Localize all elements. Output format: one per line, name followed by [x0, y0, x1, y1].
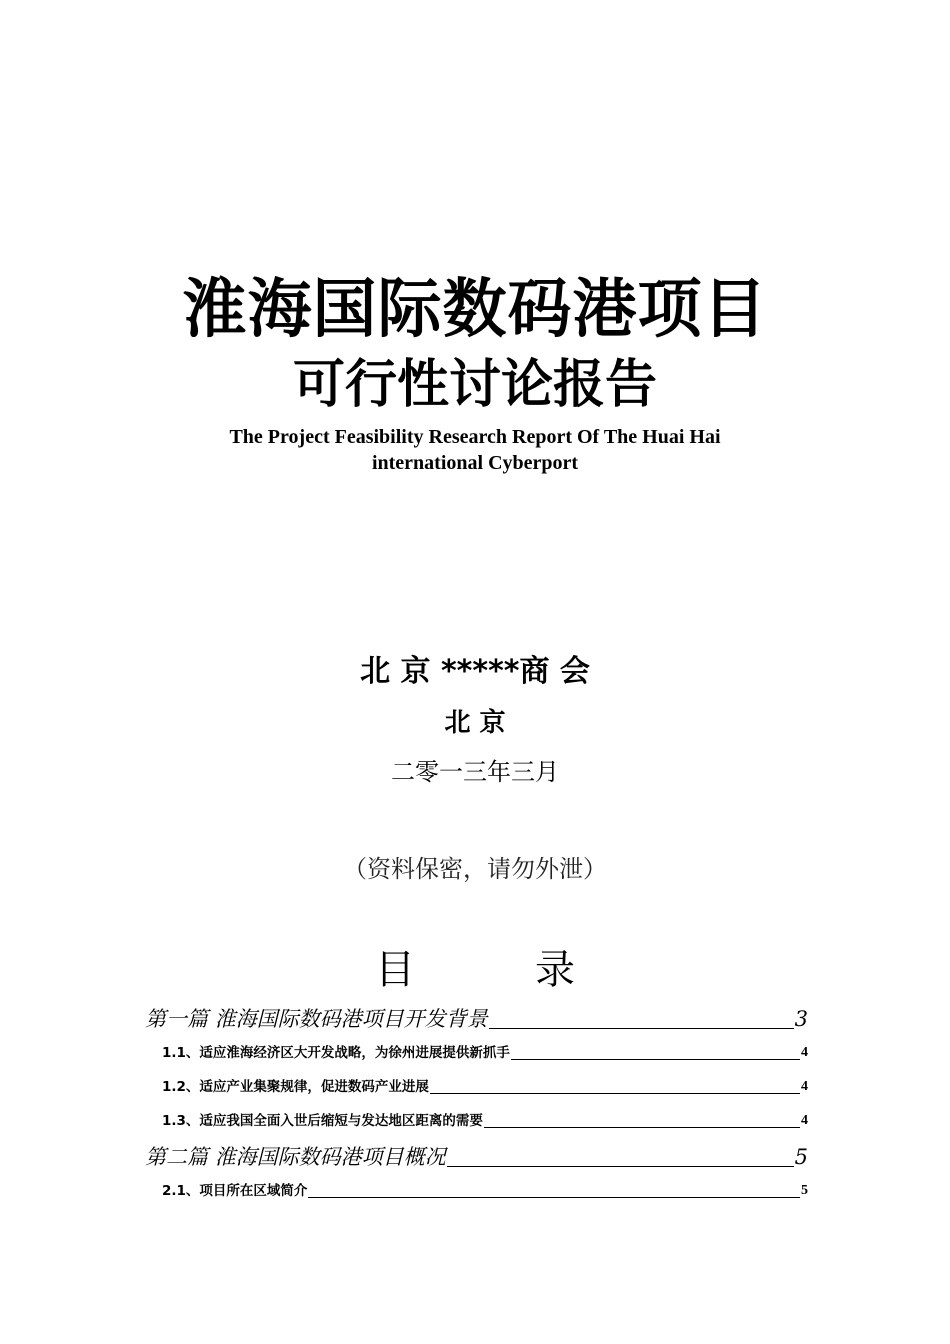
toc-heading-left: 目	[375, 947, 415, 993]
toc-entry[interactable]	[145, 1004, 808, 1034]
toc-entry[interactable]	[162, 1042, 808, 1064]
cover-title-main: 淮海国际数码港项目	[182, 273, 768, 347]
toc-heading-right: 录	[535, 947, 575, 993]
toc-entry-page: 3	[794, 1007, 808, 1031]
cover-title-english: The Project Feasibility Research Report Of The Huai Hai international Cyberport	[229, 426, 721, 474]
toc-entry-page: 4	[801, 1079, 808, 1094]
toc-entry-label: 2.1、项目所在区域简介	[162, 1183, 308, 1199]
toc-entry-page: 5	[801, 1183, 808, 1198]
toc-entry-page: 5	[794, 1145, 808, 1169]
toc-leader-line	[447, 1166, 794, 1167]
toc-leader-line	[308, 1197, 800, 1198]
toc-leader-line	[430, 1093, 800, 1094]
toc-entry-label: 第二篇 淮海国际数码港项目概况	[145, 1145, 446, 1169]
toc-leader-line	[484, 1127, 800, 1128]
confidential-notice: （资料保密，请勿外泄）	[343, 855, 607, 883]
toc-heading	[0, 944, 950, 996]
cover-title-sub: 可行性讨论报告	[292, 355, 657, 415]
toc-entry[interactable]	[162, 1180, 808, 1202]
toc-leader-line	[489, 1028, 794, 1029]
cover-organization: 北 京 *****商 会	[360, 654, 590, 689]
toc-entry[interactable]	[162, 1110, 808, 1132]
toc-entry[interactable]	[145, 1142, 808, 1172]
toc-entry[interactable]	[162, 1076, 808, 1098]
toc-entry-label: 1.3、适应我国全面入世后缩短与发达地区距离的需要	[162, 1113, 483, 1129]
cover-date: 二零一三年三月	[391, 758, 559, 786]
toc-entry-label: 第一篇 淮海国际数码港项目开发背景	[145, 1007, 488, 1031]
toc-entry-label: 1.1、适应淮海经济区大开发战略，为徐州进展提供新抓手	[162, 1045, 510, 1061]
toc-leader-line	[511, 1059, 800, 1060]
toc-entry-page: 4	[801, 1113, 808, 1128]
toc-entry-label: 1.2、适应产业集聚规律，促进数码产业进展	[162, 1079, 429, 1095]
cover-city: 北 京	[444, 708, 506, 738]
toc-entry-page: 4	[801, 1045, 808, 1060]
